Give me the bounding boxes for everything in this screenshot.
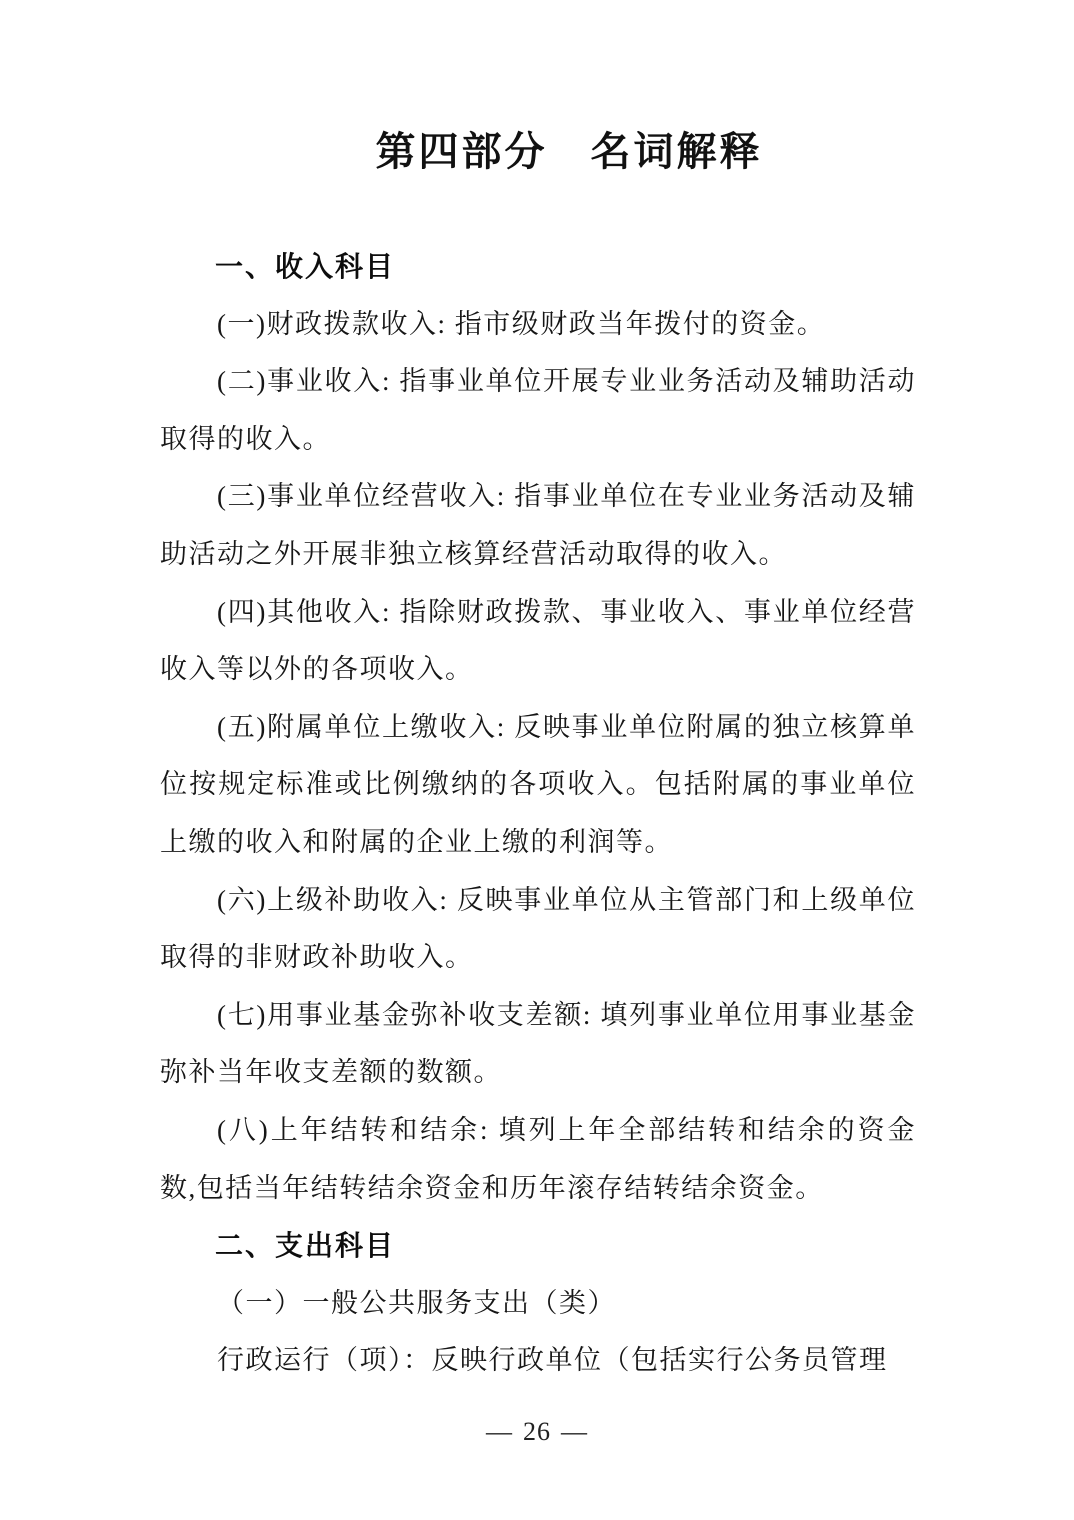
paragraph-income-3: (三)事业单位经营收入: 指事业单位在专业业务活动及辅助活动之外开展非独立核算经营活动取得的收入。 (160, 481, 916, 569)
section-heading-income: 一、收入科目 (215, 251, 396, 282)
footer-dash-left: — (486, 1417, 513, 1446)
paragraph-income-8: (八)上年结转和结余: 填列上年全部结转和结余的资金数,包括当年结转结余资金和历年滚存结转结余资金。 (160, 1114, 916, 1203)
paragraph-income-6: (六)上级补助收入: 反映事业单位从主管部门和上级单位取得的非财政补助收入。 (160, 884, 916, 973)
paragraph-income-2: (二)事业收入: 指事业单位开展专业业务活动及辅助活动取得的收入。 (160, 366, 916, 454)
paragraph-income-5: (五)附属单位上缴收入: 反映事业单位附属的独立核算单位按规定标准或比例缴纳的各项收入。包括附属的事业单位上缴的收入和附属的企业上缴的利润等。 (160, 711, 916, 857)
paragraph-income-7: (七)用事业基金弥补收支差额: 填列事业单位用事业基金弥补当年收支差额的数额。 (160, 999, 916, 1088)
paragraph-income-1: (一)财政拨款收入: 指市级财政当年拨付的资金。 (217, 308, 826, 339)
paragraph-expenditure-2: 行政运行（项）：反映行政单位（包括实行公务员管理 (217, 1345, 888, 1376)
paragraph-expenditure-1: （一）一般公共服务支出（类） (217, 1287, 616, 1318)
document-body (160, 238, 916, 1390)
paragraph-income-4: (四)其他收入: 指除财政拨款、事业收入、事业单位经营收入等以外的各项收入。 (160, 596, 916, 685)
footer-dash-right: — (561, 1417, 588, 1446)
document-title: 第四部分 名词解释 (375, 129, 763, 174)
page-footer (0, 1412, 1074, 1452)
page-number: 26 (523, 1417, 551, 1446)
section-heading-expenditure: 二、支出科目 (215, 1230, 396, 1262)
